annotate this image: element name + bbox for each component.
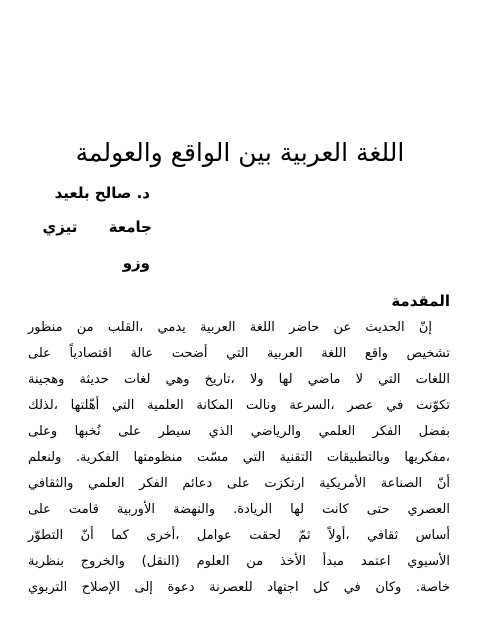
paragraph-line: العصري حتى كانت لها الريادة. والنهضة الأوربية قامت على xyxy=(28,502,450,517)
author-affiliation-city: وزو xyxy=(122,254,150,272)
paragraph-line: أساس ثقافي ،أولاً ثمّ لحقت عوامل ،أخرى كما أنّ التطوّر xyxy=(28,528,450,543)
paragraph-line: اللغات التي لا ماضي لها ولا ،تاريخ وهي لغات حديثة وهجينة xyxy=(28,372,450,387)
paragraph-line: أنّ الصناعة الأمريكية ارتكزت على دعائم الفكر العلمي والثقافي xyxy=(28,476,450,491)
paragraph-line: بفضل الفكر العلمي والرياضي الذي سيطر على نُخبها وعلى xyxy=(28,424,450,439)
section-heading: المقدمة xyxy=(391,292,450,310)
author-affiliation: جامعة تيزي xyxy=(42,218,152,236)
paragraph-line: ،مفكريها وبالتطبيقات التقنية التي مسّت منظومتها الفكرية. ولنعلم xyxy=(28,450,450,465)
paragraph-line: تشخيص واقع اللغة العربية التي أضحت عالة اقتصادياً على xyxy=(28,346,450,361)
paragraph-line: إنّ الحديث عن حاضر اللغة العربية يدمي ،القلب من منظور xyxy=(28,320,432,335)
body-paragraph xyxy=(28,315,450,601)
paragraph-line: تكوّنت في عصر ،السرعة ونالت المكانة العلمية التي أهّلتها ،لذلك xyxy=(28,398,450,413)
paragraph-line: خاصة. وكان في كل اجتهاد للعصرنة دعوة إلى الإصلاح التربوي xyxy=(28,580,450,595)
author-name: د. صالح بلعيد xyxy=(54,184,150,202)
paragraph-line: الأسيوي اعتمد مبدأ الأخذ من العلوم (النقل) والخروج بنظرية xyxy=(28,554,450,569)
document-title: اللغة العربية بين الواقع والعولمة xyxy=(75,138,405,167)
